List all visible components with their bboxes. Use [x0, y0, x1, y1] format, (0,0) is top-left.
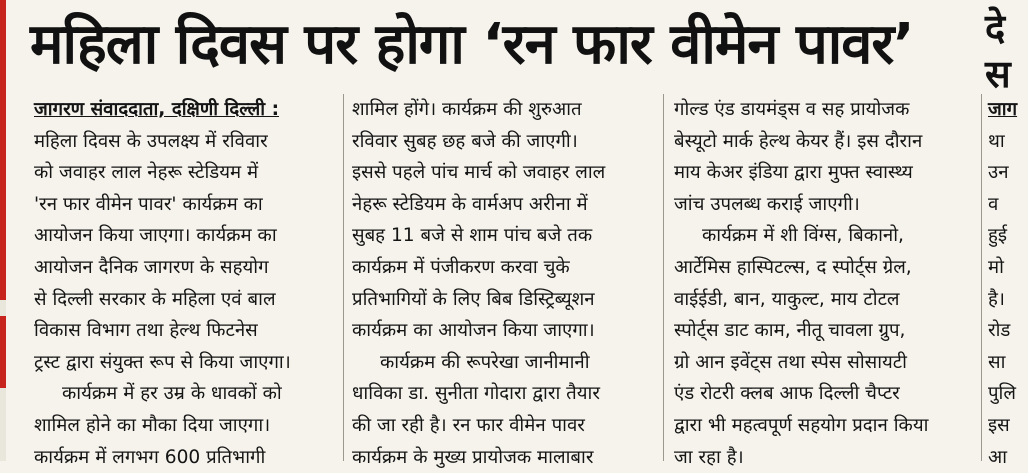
text-line: कार्यक्रम की रूपरेखा जानीमानी — [380, 351, 590, 373]
text-line: था — [988, 130, 1005, 152]
text-line: कार्यक्रम में शी विंग्स, बिकानो, — [702, 225, 904, 247]
text-line: बेस्यूटो मार्क हेल्थ केयर हैं। इस दौरान — [674, 130, 923, 152]
column-divider — [663, 94, 664, 461]
text-line: महिला दिवस के उपलक्ष्य में रविवार — [34, 130, 268, 152]
text-line: व — [988, 193, 999, 215]
text-line: जा रहा है। — [674, 446, 744, 468]
text-line: जांच उपलब्ध कराई जाएगी। — [674, 193, 860, 215]
text-line: स्पोर्ट्स डाट काम, नीतू चावला ग्रुप, — [674, 320, 906, 342]
text-line: द्वारा भी महत्वपूर्ण सहयोग प्रदान किया — [674, 414, 929, 436]
text-line: कार्यक्रम में लगभग 600 प्रतिभागी — [34, 446, 266, 468]
text-line: धाविका डा. सुनीता गोदारा द्वारा तैयार — [352, 383, 600, 405]
text-line: सुबह 11 बजे से शाम पांच बजे तक — [352, 225, 593, 247]
article-column-1 — [34, 94, 334, 468]
text-line: माय केअर इंडिया द्वारा मुफ्त स्वास्थ्य — [674, 162, 913, 184]
text-line: प्रतिभागियों के लिए बिब डिस्ट्रिब्यूशन — [352, 288, 595, 310]
text-line: गोल्ड एंड डायमंड्स व सह प्रायोजक — [674, 99, 910, 120]
article-column-3 — [674, 94, 974, 468]
byline: जागरण संवाददाता, दक्षिणी दिल्ली : — [34, 99, 279, 120]
text-line: आर्टेमिस हास्पिटल्स, द स्पोर्ट्स ग्रेल, — [674, 256, 912, 278]
text-line: विकास विभाग तथा हेल्थ फिटनेस — [34, 320, 258, 342]
text-line: हुई — [988, 225, 1008, 247]
text-line: इससे पहले पांच मार्च को जवाहर लाल — [352, 162, 606, 184]
text-line: इस — [988, 414, 1010, 436]
text-line: आ — [988, 446, 1008, 468]
text-line: को जवाहर लाल नेहरू स्टेडियम में — [34, 162, 259, 184]
text-line: जाग — [988, 99, 1018, 120]
text-line: वाईईडी, बान, याकुल्ट, माय टोटल — [674, 288, 900, 310]
text-line: शामिल होंगे। कार्यक्रम की शुरुआत — [352, 99, 582, 120]
text-line: कार्यक्रम में पंजीकरण करवा चुके — [352, 256, 570, 278]
adjacent-headline-line-1: दे — [985, 6, 1006, 50]
red-margin-mark-bottom — [0, 316, 6, 388]
text-line: नेहरू स्टेडियम के वार्मअप अरीना में — [352, 193, 588, 215]
text-line: कार्यक्रम का आयोजन किया जाएगा। — [352, 320, 595, 342]
adjacent-article-column — [988, 94, 1028, 468]
adjacent-headline-line-2: स — [985, 52, 1011, 96]
text-line: कार्यक्रम में हर उम्र के धावकों को — [62, 383, 282, 405]
text-line: ट्रस्ट द्वारा संयुक्त रूप से किया जाएगा। — [34, 351, 291, 373]
article-column-2 — [352, 94, 650, 468]
text-line: सा — [988, 351, 1006, 373]
red-margin-mark-top — [0, 0, 6, 300]
column-divider — [343, 94, 344, 461]
text-line: की जा रही है। रन फार वीमेन पावर — [352, 414, 585, 436]
text-line: से दिल्ली सरकार के महिला एवं बाल — [34, 288, 276, 310]
text-line: शामिल होने का मौका दिया जाएगा। — [34, 414, 271, 436]
column-divider — [981, 94, 982, 461]
text-line: कार्यक्रम के मुख्य प्रायोजक मालाबार — [352, 446, 594, 468]
text-line: पुलि — [988, 383, 1016, 405]
text-line: आयोजन किया जाएगा। कार्यक्रम का — [34, 225, 277, 247]
text-line: 'रन फार वीमेन पावर' कार्यक्रम का — [34, 193, 263, 215]
text-line: मो — [988, 256, 1004, 278]
text-line: एंड रोटरी क्लब आफ दिल्ली चैप्टर — [674, 383, 900, 405]
text-line: है। — [988, 288, 1005, 310]
text-line: रविवार सुबह छह बजे की जाएगी। — [352, 130, 578, 152]
text-line: ग्रो आन इवेंट्स तथा स्पेस सोसायटी — [674, 351, 907, 373]
text-line: रोड — [988, 320, 1011, 342]
text-line: आयोजन दैनिक जागरण के सहयोग — [34, 256, 269, 278]
text-line: उन — [988, 162, 1009, 184]
article-headline: महिला दिवस पर होगा ‘रन फार वीमेन पावर’ — [30, 12, 914, 77]
